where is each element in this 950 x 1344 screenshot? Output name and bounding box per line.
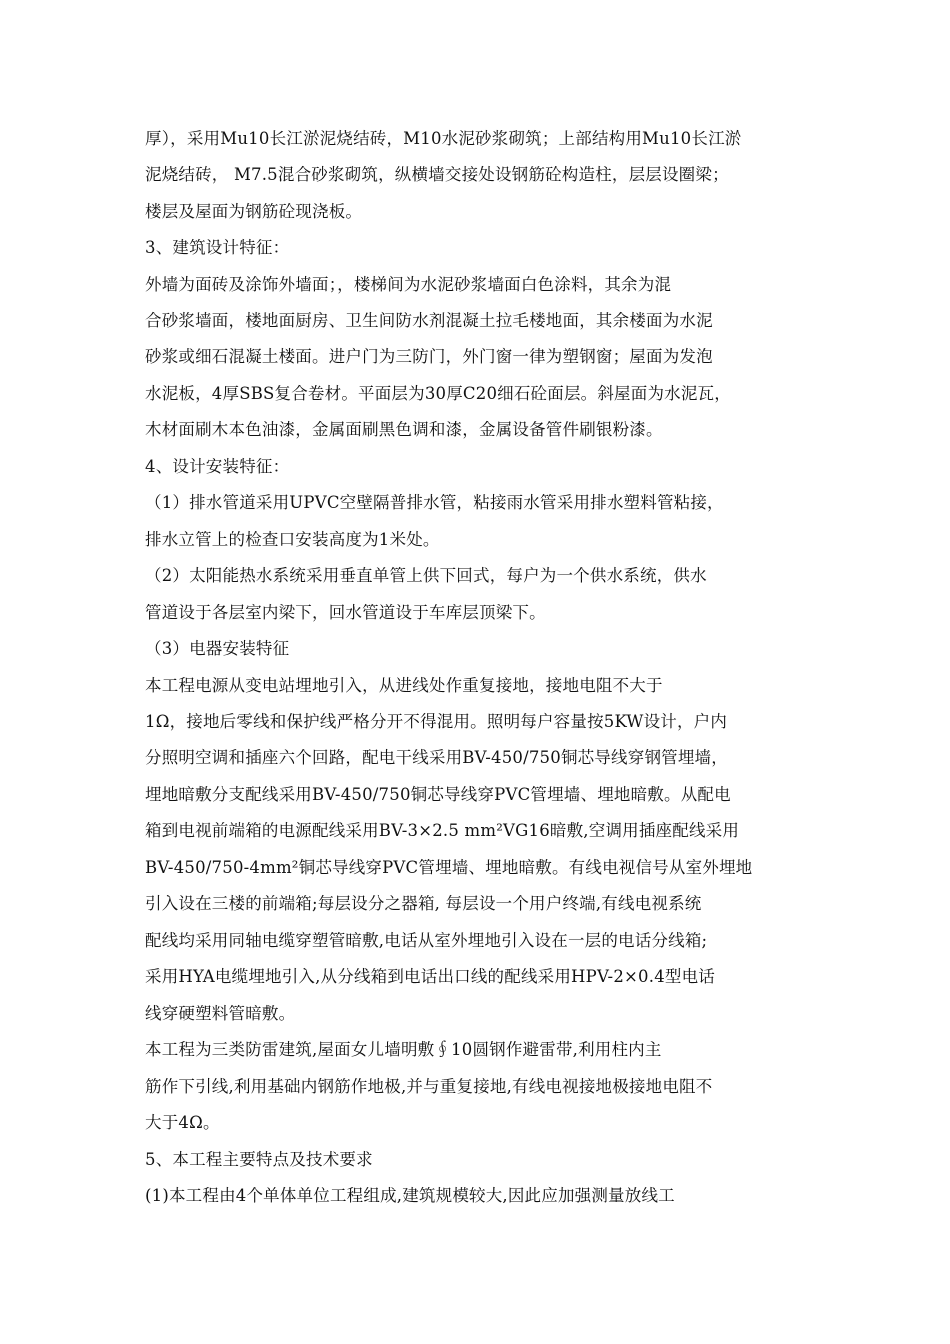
text-line: 箱到电视前端箱的电源配线采用BV-3×2.5 mm²VG16暗敷,空调用插座配线采用	[145, 821, 740, 840]
text-line: 本工程为三类防雷建筑,屋面女儿墙明敷∮10圆钢作避雷带,利用柱内主	[145, 1040, 662, 1059]
text-line: BV-450/750-4mm²铜芯导线穿PVC管埋墙、埋地暗敷。有线电视信号从室外埋地	[145, 858, 753, 877]
text-line: (1)本工程由4个单体单位工程组成,建筑规模较大,因此应加强测量放线工	[145, 1186, 675, 1205]
text-line: 楼层及屋面为钢筋砼现浇板。	[145, 202, 363, 221]
section-heading: 4、设计安装特征：	[145, 457, 290, 476]
text-line: 配线均采用同轴电缆穿塑管暗敷,电话从室外埋地引入设在一层的电话分线箱;	[145, 931, 708, 950]
text-line: 外墙为面砖及涂饰外墙面；，楼梯间为水泥砂浆墙面白色涂料，其余为混	[145, 275, 672, 294]
text-line: 采用HYA电缆埋地引入,从分线箱到电话出口线的配线采用HPV-2×0.4型电话	[145, 967, 715, 986]
text-line: 合砂浆墙面，楼地面厨房、卫生间防水剂混凝土拉毛楼地面，其余楼面为水泥	[145, 311, 713, 330]
text-line: （2）太阳能热水系统采用垂直单管上供下回式，每户为一个供水系统，供水	[145, 566, 707, 585]
text-line: 排水立管上的检查口安装高度为1米处。	[145, 530, 440, 549]
text-line: 引入设在三楼的前端箱;每层设分之器箱, 每层设一个用户终端,有线电视系统	[145, 894, 702, 913]
text-line: 砂浆或细石混凝土楼面。进户门为三防门，外门窗一律为塑钢窗；屋面为发泡	[145, 347, 713, 366]
section-heading: 3、建筑设计特征：	[145, 238, 290, 257]
text-line: 1Ω，接地后零线和保护线严格分开不得混用。照明每户容量按5KW设计，户内	[145, 712, 728, 731]
subsection-heading: （3）电器安装特征	[145, 639, 290, 658]
text-line: 埋地暗敷分支配线采用BV-450/750铜芯导线穿PVC管埋墙、埋地暗敷。从配电	[145, 785, 731, 804]
text-line: 分照明空调和插座六个回路，配电干线采用BV-450/750铜芯导线穿钢管埋墙，	[145, 748, 728, 767]
text-line: 木材面刷木本色油漆，金属面刷黑色调和漆，金属设备管件刷银粉漆。	[145, 420, 663, 439]
text-line: 厚），采用Mu10长江淤泥烧结砖，M10水泥砂浆砌筑；上部结构用Mu10长江淤	[145, 129, 742, 148]
text-line: 管道设于各层室内梁下，回水管道设于车库层顶梁下。	[145, 603, 546, 622]
text-line: （1）排水管道采用UPVC空壁隔普排水管，粘接雨水管采用排水塑料管粘接，	[145, 493, 724, 512]
text-line: 本工程电源从变电站埋地引入，从进线处作重复接地，接地电阻不大于	[145, 676, 663, 695]
text-line: 线穿硬塑料管暗敷。	[145, 1004, 296, 1023]
section-heading: 5、本工程主要特点及技术要求	[145, 1150, 373, 1169]
text-line: 大于4Ω。	[145, 1113, 220, 1132]
text-line: 泥烧结砖， M7.5混合砂浆砌筑，纵横墙交接处设钢筋砼构造柱，层层设圈梁；	[145, 165, 729, 184]
text-line: 筋作下引线,利用基础内钢筋作地极,并与重复接地,有线电视接地极接地电阻不	[145, 1077, 713, 1096]
text-line: 水泥板，4厚SBS复合卷材。平面层为30厚C20细石砼面层。斜屋面为水泥瓦，	[145, 384, 731, 403]
